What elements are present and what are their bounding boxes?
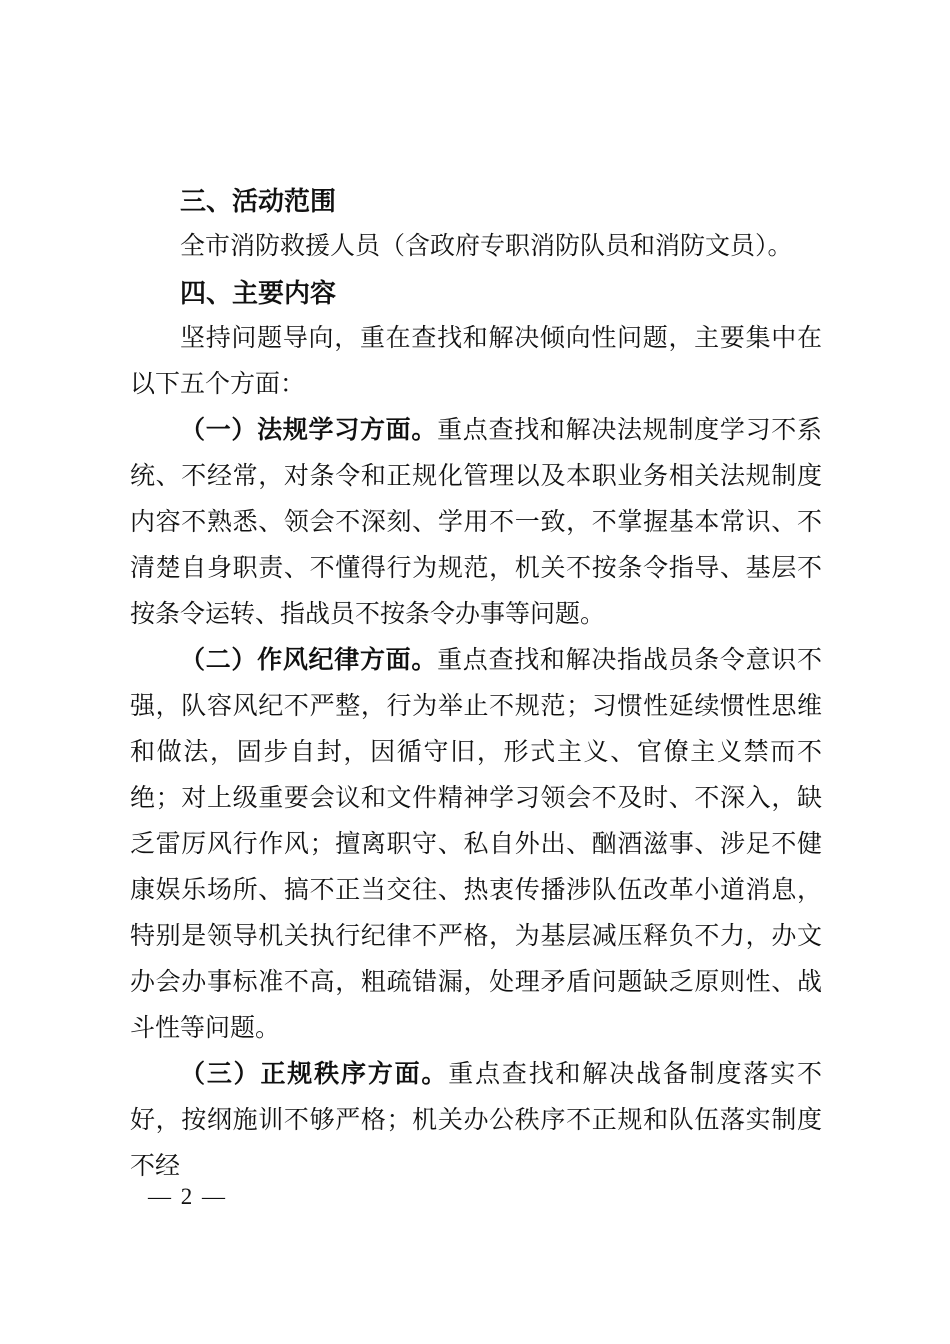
paragraph-intro: 坚持问题导向，重在查找和解决倾向性问题，主要集中在以下五个方面： [130,325,822,398]
list-item-2 [130,638,822,1052]
list-item-1 [130,408,822,638]
list-item-2-body: 重点查找和解决指战员条令意识不强，队容风纪不严整，行为举止不规范；习惯性延续惯性思维和做法，固步自封，因循守旧，形式主义、官僚主义禁而不绝；对上级重要会议和文件精神学习领会不及时、不深入，缺乏雷厉风行作风；擅离职守、私自外出、酗酒滋事、涉足不健康娱乐场所、搞不正当交往、热衷传播涉队伍改革小道消息，特别是领导机关执行纪律不严格，为基层减压释负不力，办文办会办事标准不高，粗疏错漏，处理矛盾问题缺乏原则性、战斗性等问题。 [130,647,822,1042]
list-item-3-body: 重点查找和解决战备制度落实不好，按纲施训不够严格；机关办公秩序不正规和队伍落实制度不经 [130,1061,822,1180]
list-item-3 [130,1052,822,1190]
list-item-3-lead: （三）正规秩序方面。 [180,1061,449,1088]
list-item-1-lead: （一）法规学习方面。 [180,417,438,444]
list-item-2-lead: （二）作风纪律方面。 [180,647,438,674]
paragraph-activity-scope: 全市消防救援人员（含政府专职消防队员和消防文员）。 [180,233,793,260]
page-number: — 2 — [148,1184,227,1209]
section-heading-main-content: 四、主要内容 [180,278,337,308]
document-body [130,178,822,1190]
section-heading-activity-scope: 三、活动范围 [180,186,337,216]
list-item-1-body: 重点查找和解决法规制度学习不系统、不经常，对条令和正规化管理以及本职业务相关法规制度内容不熟悉、领会不深刻、学用不一致，不掌握基本常识、不清楚自身职责、不懂得行为规范，机关不按条令指导、基层不按条令运转、指战员不按条令办事等问题。 [130,417,822,628]
